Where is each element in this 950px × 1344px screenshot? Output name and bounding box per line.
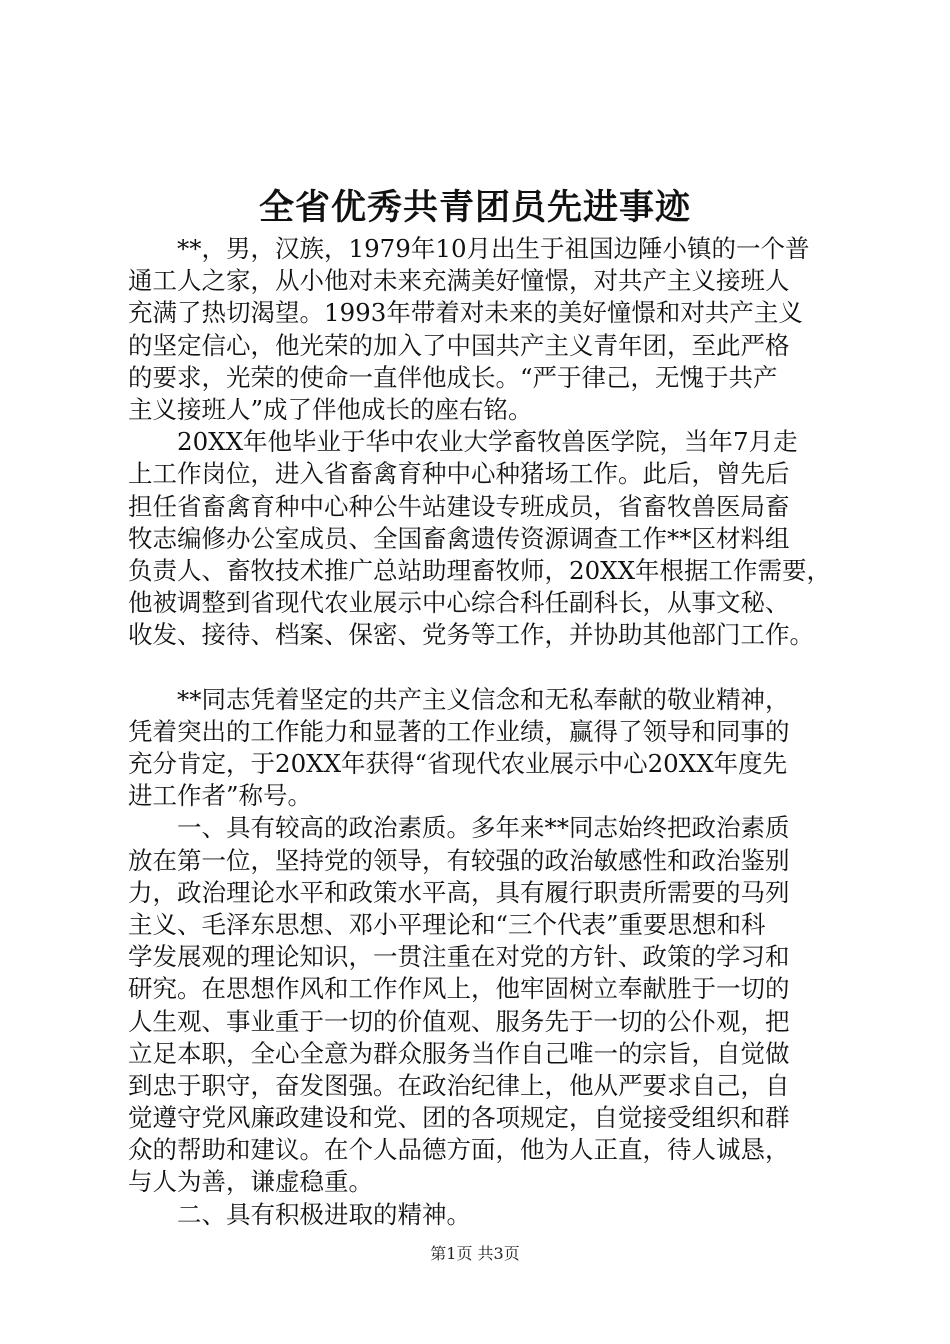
text-line: 与人为善，谦虚稳重。 [128, 1167, 373, 1197]
text-line: 通工人之家，从小他对未来充满美好憧憬，对共产主义接班人 [128, 266, 790, 296]
text-line: 的坚定信心，他光荣的加入了中国共产主义青年团，至此严格 [128, 330, 790, 360]
text-line: 担任省畜禽育种中心种公牛站建设专班成员，省畜牧兽医局畜 [128, 491, 790, 521]
text-line: 众的帮助和建议。在个人品德方面，他为人正直，待人诚恳， [128, 1135, 790, 1165]
text-line: 凭着突出的工作能力和显著的工作业绩，赢得了领导和同事的 [128, 716, 790, 746]
text-line: 研究。在思想作风和工作作风上，他牢固树立奉献胜于一切的 [128, 974, 790, 1004]
text-line: 觉遵守党风廉政建设和党、团的各项规定，自觉接受组织和群 [128, 1103, 790, 1133]
text-line: 充分肯定，于20XX年获得“省现代农业展示中心20XX年度先 [128, 749, 788, 778]
text-line: **，男，汉族，1979年10月出生于祖国边陲小镇的一个普 [177, 234, 810, 263]
text-line: 充满了热切渴望。1993年带着对未来的美好憧憬和对共产主义 [128, 298, 803, 328]
text-line: 放在第一位，坚持党的领导，有较强的政治敏感性和政治鉴别 [128, 845, 790, 875]
text-line: 人生观、事业重于一切的价值观、服务先于一切的公仆观，把 [128, 1006, 790, 1036]
text-line: 进工作者”称号。 [128, 781, 313, 811]
text-line: 立足本职，全心全意为群众服务当作自己唯一的宗旨，自觉做 [128, 1038, 790, 1068]
text-line: 收发、接待、档案、保密、党务等工作，并协助其他部门工作。 [128, 620, 814, 650]
text-line: 负责人、畜牧技术推广总站助理畜牧师，20XX年根据工作需要， [128, 555, 832, 585]
text-line: 主义接班人”成了伴他成长的座右铭。 [128, 394, 533, 424]
text-line: 的要求，光荣的使命一直伴他成长。“严于律己，无愧于共产 [128, 362, 778, 392]
document-title: 全省优秀共青团员先进事迹 [258, 187, 691, 228]
text-line: 二、具有积极进取的精神。 [177, 1199, 471, 1229]
text-line: 上工作岗位，进入省畜禽育种中心种猪场工作。此后，曾先后 [128, 459, 790, 489]
text-line: 力，政治理论水平和政策水平高，具有履行职责所需要的马列 [128, 877, 790, 907]
text-line: 学发展观的理论知识，一贯注重在对党的方针、政策的学习和 [128, 942, 790, 972]
text-line: 20XX年他毕业于华中农业大学畜牧兽医学院，当年7月走 [177, 427, 798, 457]
text-line: 到忠于职守，奋发图强。在政治纪律上，他从严要求自己，自 [128, 1070, 790, 1100]
text-line: **同志凭着坚定的共产主义信念和无私奉献的敬业精神， [177, 684, 790, 714]
paragraph-gap [128, 651, 848, 683]
document-body [128, 233, 848, 1231]
text-line: 主义、毛泽东思想、邓小平理论和“三个代表”重要思想和科 [128, 909, 766, 939]
page-footer: 第1页 共3页 [430, 1244, 520, 1263]
text-line: 牧志编修办公室成员、全国畜禽遗传资源调查工作**区材料组 [128, 523, 790, 553]
text-line: 他被调整到省现代农业展示中心综合科任副科长，从事文秘、 [128, 588, 790, 618]
text-line: 一、具有较高的政治素质。多年来**同志始终把政治素质 [177, 813, 790, 843]
